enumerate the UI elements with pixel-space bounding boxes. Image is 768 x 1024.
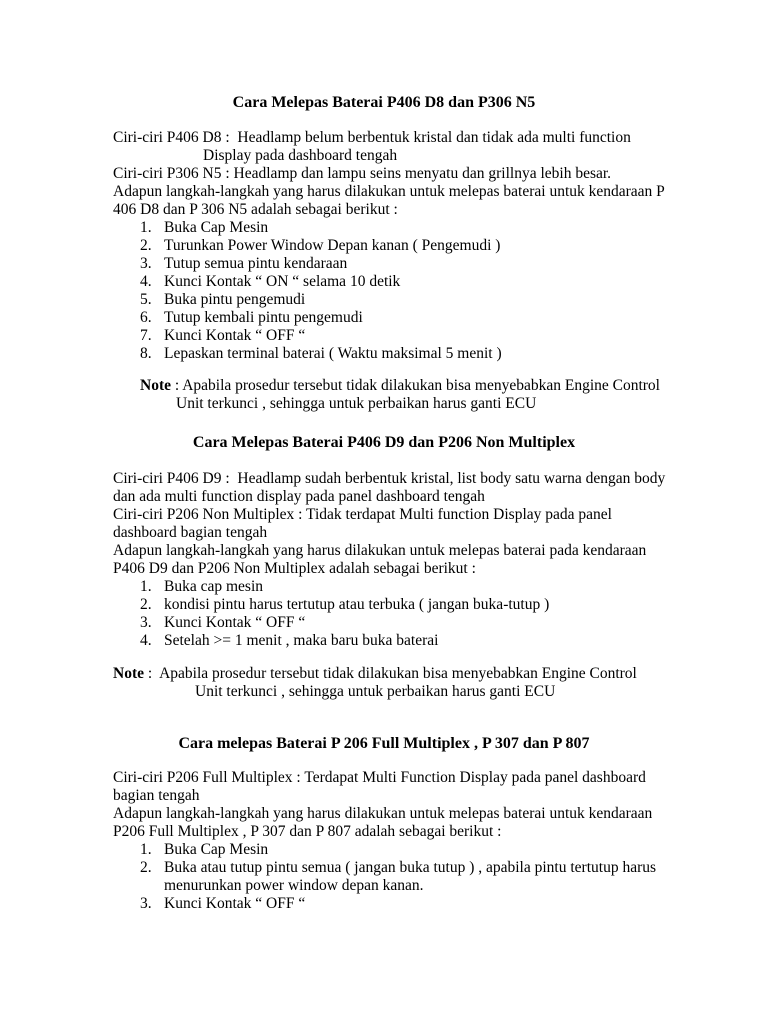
paragraph-line: P206 Full Multiplex , P 307 dan P 807 adalah sebagai berikut : (113, 823, 502, 840)
paragraph-line: P406 D9 dan P206 Non Multiplex adalah sebagai berikut : (113, 560, 476, 577)
paragraph-line: 406 D8 dan P 306 N5 adalah sebagai berikut : (113, 201, 398, 218)
step-item (113, 237, 673, 255)
step-text: Buka atau tutup pintu semua ( jangan buka tutup ) , apabila pintu tertutup harus (164, 859, 657, 876)
section-2-note (113, 665, 673, 701)
step-number: 2. (140, 237, 152, 254)
section-1-title: Cara Melepas Baterai P406 D8 dan P306 N5 (232, 94, 536, 111)
step-number: 6. (140, 309, 152, 326)
step-number: 2. (140, 596, 152, 613)
step-number: 3. (140, 255, 152, 272)
section-3-body (113, 769, 673, 913)
step-item (113, 345, 673, 363)
characteristic-line: Ciri-ciri P206 Non Multiplex : Tidak terdapat Multi function Display pada panel (113, 506, 612, 523)
paragraph-line: Adapun langkah-langkah yang harus dilakukan untuk melepas baterai pada kendaraan (113, 542, 647, 559)
step-text: Kunci Kontak “ OFF “ (164, 614, 306, 631)
paragraph-line: Adapun langkah-langkah yang harus dilakukan untuk melepas baterai untuk kendaraan (113, 805, 653, 822)
step-item (113, 255, 673, 273)
note-text: : Apabila prosedur tersebut tidak dilakukan bisa menyebabkan Engine Control (144, 665, 637, 682)
step-text: Tutup kembali pintu pengemudi (164, 309, 363, 326)
step-number: 4. (140, 632, 152, 649)
characteristic-line-continuation: Display pada dashboard tengah (203, 147, 398, 164)
step-number: 1. (140, 578, 152, 595)
section-3-title: Cara melepas Baterai P 206 Full Multiplex , P 307 dan P 807 (178, 735, 590, 752)
characteristic-line: Ciri-ciri P306 N5 : Headlamp dan lampu seins menyatu dan grillnya lebih besar. (113, 165, 612, 182)
note-label: Note (140, 377, 171, 394)
step-number: 5. (140, 291, 152, 308)
step-number: 4. (140, 273, 152, 290)
section-1-body (113, 129, 673, 363)
step-item (113, 614, 673, 632)
step-text: Turunkan Power Window Depan kanan ( Pengemudi ) (164, 237, 501, 254)
characteristic-line-continuation: dashboard bagian tengah (113, 524, 268, 541)
step-text: Lepaskan terminal baterai ( Waktu maksimal 5 menit ) (164, 345, 502, 362)
step-item (113, 273, 673, 291)
note-line (113, 665, 673, 683)
section-2-body (113, 470, 673, 650)
note-continuation: Unit terkunci , sehingga untuk perbaikan harus ganti ECU (176, 395, 537, 412)
step-text-continuation: menurunkan power window depan kanan. (164, 877, 424, 894)
step-number: 1. (140, 841, 152, 858)
characteristic-line-continuation: dan ada multi function display pada panel dashboard tengah (113, 488, 485, 505)
step-item (113, 327, 673, 345)
step-text: Buka pintu pengemudi (164, 291, 306, 308)
step-text: Buka Cap Mesin (164, 219, 269, 236)
paragraph-line: Adapun langkah-langkah yang harus dilakukan untuk melepas baterai untuk kendaraan P (113, 183, 665, 200)
step-item (113, 632, 673, 650)
characteristic-line: Ciri-ciri P206 Full Multiplex : Terdapat Multi Function Display pada panel dashboard (113, 769, 646, 786)
step-item (113, 219, 673, 237)
step-number: 8. (140, 345, 152, 362)
step-number: 1. (140, 219, 152, 236)
step-item (113, 841, 673, 859)
step-number: 7. (140, 327, 152, 344)
step-item (113, 309, 673, 327)
step-text: kondisi pintu harus tertutup atau terbuka ( jangan buka-tutup ) (164, 596, 550, 613)
step-text: Buka cap mesin (164, 578, 264, 595)
section-2-title: Cara Melepas Baterai P406 D9 dan P206 Non Multiplex (192, 434, 576, 451)
step-number: 3. (140, 614, 152, 631)
step-item (113, 895, 673, 913)
characteristic-line: Ciri-ciri P406 D9 : Headlamp sudah berbentuk kristal, list body satu warna dengan body (113, 470, 666, 487)
step-number: 3. (140, 895, 152, 912)
step-number: 2. (140, 859, 152, 876)
characteristic-line-continuation: bagian tengah (113, 787, 200, 804)
step-text: Buka Cap Mesin (164, 841, 269, 858)
step-text: Tutup semua pintu kendaraan (164, 255, 348, 272)
note-line (113, 377, 673, 395)
step-item (113, 859, 673, 877)
note-label: Note (113, 665, 144, 682)
step-item (113, 578, 673, 596)
step-text: Kunci Kontak “ OFF “ (164, 327, 306, 344)
step-item (113, 291, 673, 309)
step-text: Setelah >= 1 menit , maka baru buka baterai (164, 632, 439, 649)
step-item (113, 596, 673, 614)
note-continuation: Unit terkunci , sehingga untuk perbaikan harus ganti ECU (195, 683, 556, 700)
step-text: Kunci Kontak “ OFF “ (164, 895, 306, 912)
section-1-note (113, 377, 673, 413)
step-text: Kunci Kontak “ ON “ selama 10 detik (164, 273, 401, 290)
characteristic-line: Ciri-ciri P406 D8 : Headlamp belum berbentuk kristal dan tidak ada multi function (113, 129, 631, 146)
note-text: : Apabila prosedur tersebut tidak dilakukan bisa menyebabkan Engine Control (171, 377, 660, 394)
